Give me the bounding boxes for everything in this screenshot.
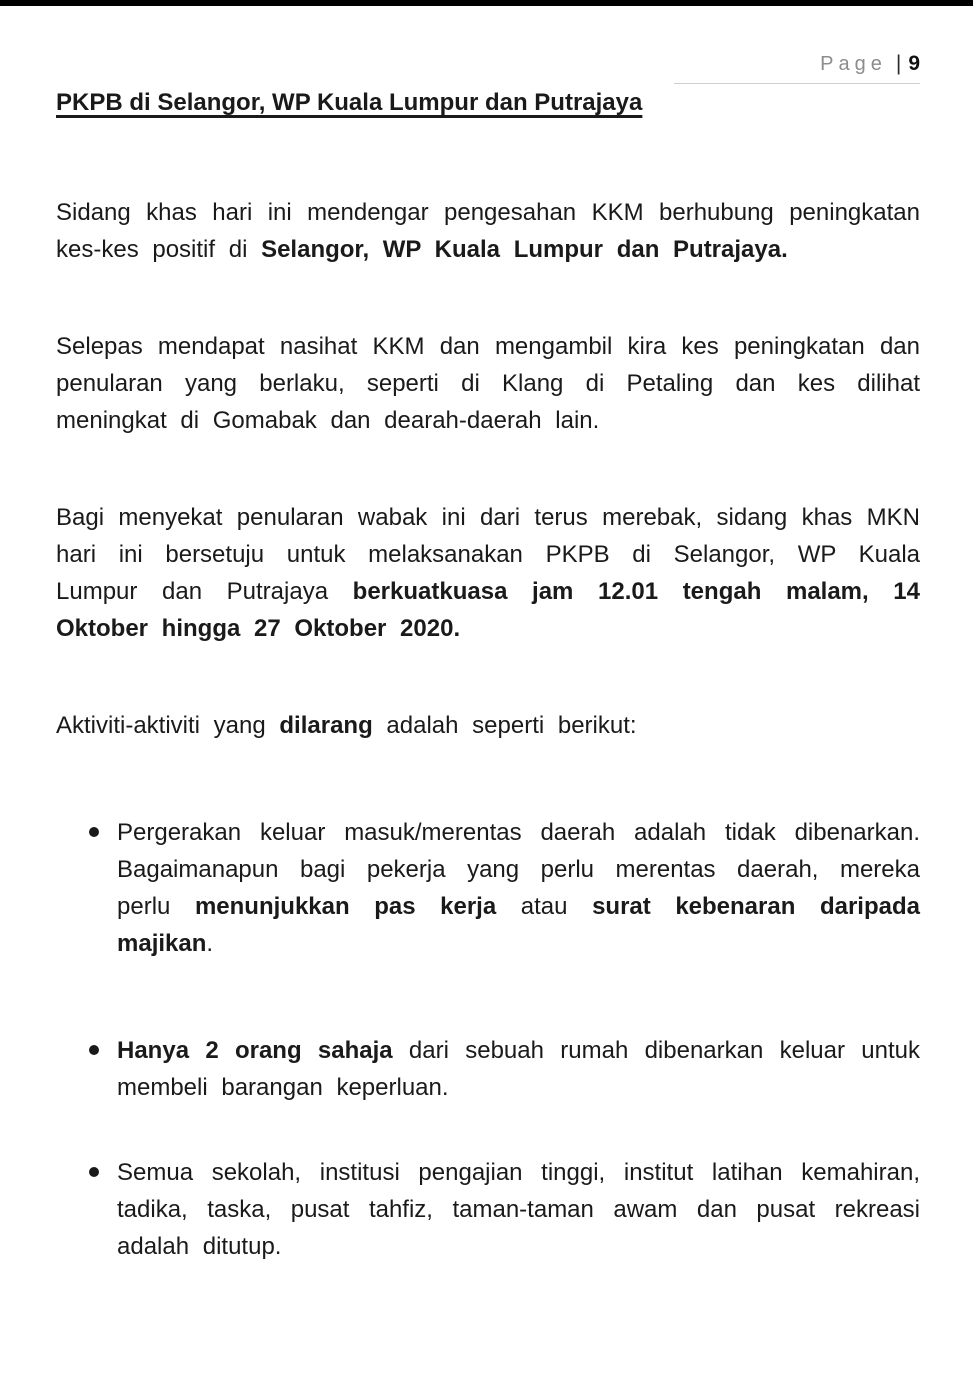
text-run: atau (496, 893, 593, 920)
text-run: Bagi menyekat penularan wabak ini dari terus merebak, sidang khas MKN hari ini bersetuju untuk melaksanakan PKPB di Selangor, WP Kuala Lumpur dan Putrajaya (56, 504, 920, 605)
paragraph (56, 194, 920, 268)
text-run: . (206, 930, 214, 957)
top-border-bar (0, 0, 973, 6)
document-body (56, 194, 920, 1265)
document-page (0, 52, 973, 1265)
text-run: surat kebenaran daripada majikan (117, 893, 920, 957)
text-run: Semua sekolah, institusi pengajian tinggi, institut latihan kemahiran, tadika, taska, pusat tahfiz, taman-taman awam dan pusat rekreasi adalah ditutup. (117, 1159, 920, 1260)
page-header (56, 52, 920, 84)
page-label: Page (820, 53, 887, 75)
paragraph (56, 328, 920, 439)
bullet-item (56, 1032, 920, 1106)
document-heading: PKPB di Selangor, WP Kuala Lumpur dan Putrajaya (56, 89, 643, 116)
bullet-marker-icon (89, 827, 99, 837)
paragraph (56, 499, 920, 647)
text-run: Selepas mendapat nasihat KKM dan mengambil kira kes peningkatan dan penularan yang berlaku, seperti di Klang di Petaling dan kes dilihat meningkat di Gomabak dan dearah-daerah lain. (56, 333, 920, 434)
paragraph (56, 707, 920, 744)
text-run: Pergerakan keluar masuk/merentas daerah adalah tidak dibenarkan. Bagaimanapun bagi pekerja yang perlu merentas daerah, mereka perlu (117, 819, 920, 920)
text-run: Hanya 2 orang sahaja (117, 1037, 393, 1064)
bullet-item (56, 1154, 920, 1265)
page-number-value: 9 (908, 52, 920, 75)
text-run: Selangor, WP Kuala Lumpur dan Putrajaya. (261, 236, 788, 263)
bullet-marker-icon (89, 1167, 99, 1177)
bullet-marker-icon (89, 1045, 99, 1055)
text-run: Sidang khas hari ini mendengar pengesahan KKM berhubung peningkatan kes-kes positif di (56, 199, 920, 263)
text-run: dari sebuah rumah dibenarkan keluar untuk membeli barangan keperluan. (117, 1037, 920, 1101)
text-run: Aktiviti-aktiviti yang (56, 712, 280, 739)
text-run: dilarang (279, 712, 373, 739)
text-run: berkuatkuasa jam 12.01 tengah malam, 14 Oktober hingga 27 Oktober 2020. (56, 578, 921, 642)
text-run: adalah seperti berikut: (372, 712, 637, 739)
text-run: menunjukkan pas kerja (194, 893, 497, 920)
page-number (674, 52, 920, 84)
page-number-separator: | (895, 52, 902, 75)
bullet-item (56, 814, 920, 962)
